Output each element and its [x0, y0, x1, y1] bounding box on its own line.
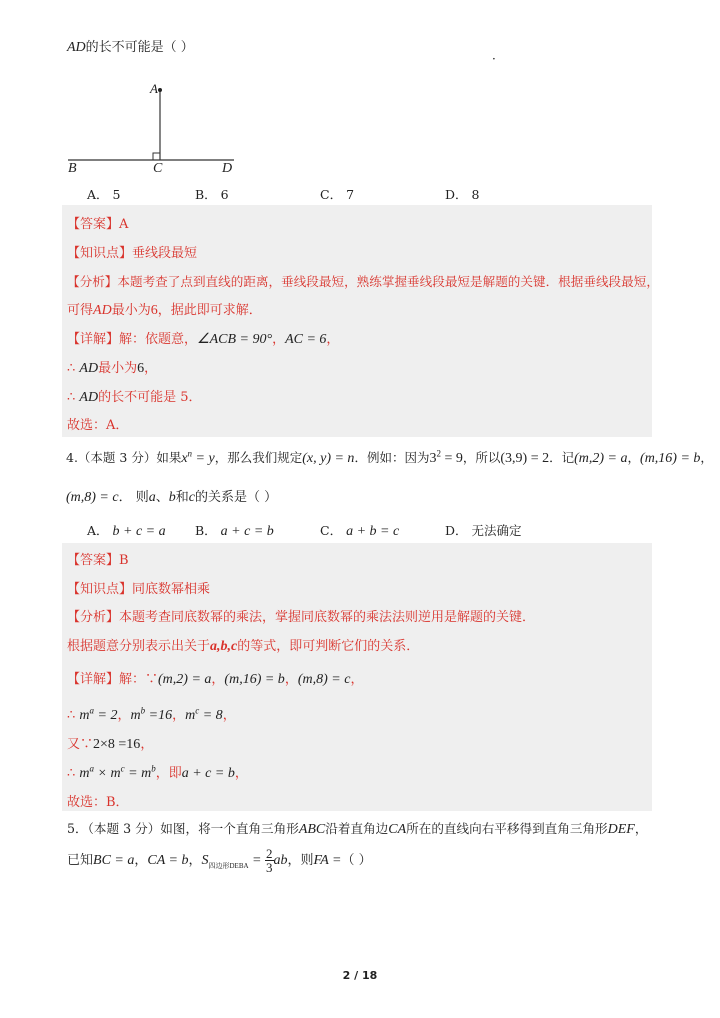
- q4-stem-line-1: 4.（本题 3 分）如果$x^n = y$，那么我们规定(x, y) = n．例如：因为$3^2 = 9$，所以(3,9) = 2．记(m,2) = a，(m,16) = b，: [66, 448, 713, 466]
- stray-dot: ·: [492, 52, 496, 66]
- right-angle-mark: [153, 153, 160, 160]
- q4-option-c: C． a + b = c: [320, 523, 400, 539]
- knowledge-label: 【知识点】垂线段最短: [67, 246, 198, 261]
- q4-stem-line-2: (m,8) = c． 则a、b和c的关系是（ ）: [66, 490, 278, 505]
- math-ad: AD: [67, 40, 86, 55]
- detail-line: 【详解】解：依题意，∠ACB = 90°，AC = 6，: [67, 332, 340, 347]
- label-d: D: [222, 161, 233, 176]
- analysis-line-1: 【分析】本题考查了点到直线的距离，垂线段最短，熟练掌握垂线段最短是解题的关键．根据垂线段最短，: [67, 274, 659, 289]
- answer-label: 【答案】A: [67, 217, 129, 232]
- therefore-line-1: ∴ AD最小为6，: [67, 361, 158, 376]
- question-stem-line: [67, 36, 194, 56]
- fraction-two-thirds: $\frac{2}{3}$: [266, 846, 273, 875]
- choose-line: 故选：A．: [67, 418, 129, 433]
- q4-analysis-line-2: 根据题意分别表示出关于a,b,c的等式，即可判断它们的关系．: [67, 639, 420, 654]
- option-a: A． 5: [87, 187, 121, 202]
- q4-because-line: 又∵2×8 =16，: [67, 737, 154, 752]
- option-d: D． 8: [445, 187, 480, 202]
- q4-option-d: D． 无法确定: [445, 523, 522, 538]
- q4-result-line: ∴ $m^a \times m^c = m^b$，即a + c = b，: [67, 763, 248, 781]
- q4-choose-line: 故选：B．: [67, 795, 129, 810]
- label-b: B: [68, 161, 77, 176]
- q4-analysis-line-1: 【分析】本题考查同底数幂的乘法，掌握同底数幂的乘法法则逆用是解题的关键．: [67, 610, 536, 625]
- label-a: A: [150, 81, 158, 96]
- point-a: [158, 88, 162, 92]
- option-b: B． 6: [195, 187, 229, 202]
- page-number: 2 / 18: [342, 969, 378, 982]
- label-c: C: [153, 161, 163, 176]
- q4-answer-label: 【答案】B: [67, 553, 129, 568]
- q5-stem-line-2: 已知BC = a，CA = b，$S_{四边形DEBA}$ = $\frac{2}{3}$ ab，则FA =（ ）: [67, 846, 372, 875]
- q4-knowledge-label: 【知识点】同底数幂相乘: [67, 582, 211, 597]
- q4-option-b: B． a + c = b: [195, 523, 274, 539]
- q5-stem-line-1: 5．（本题 3 分）如图，将一个直角三角形ABC沿着直角边CA所在的直线向右平移得到直角三角形DEF，: [67, 821, 648, 837]
- therefore-line-2: ∴ AD的长不可能是 5．: [67, 390, 202, 405]
- analysis-line-2: 可得AD最小为6，据此即可求解．: [67, 303, 262, 318]
- q4-therefore-line: ∴ $m^a = 2$，$m^b =16$，$m^c = 8$，: [67, 705, 236, 723]
- q4-detail-line: 【详解】解：∵(m,2) = a，(m,16) = b，(m,8) = c，: [67, 672, 364, 687]
- stem-text: 的长不可能是（ ）: [85, 40, 194, 55]
- option-c: C． 7: [320, 187, 355, 202]
- q4-option-a: A． b + c = a: [87, 523, 166, 539]
